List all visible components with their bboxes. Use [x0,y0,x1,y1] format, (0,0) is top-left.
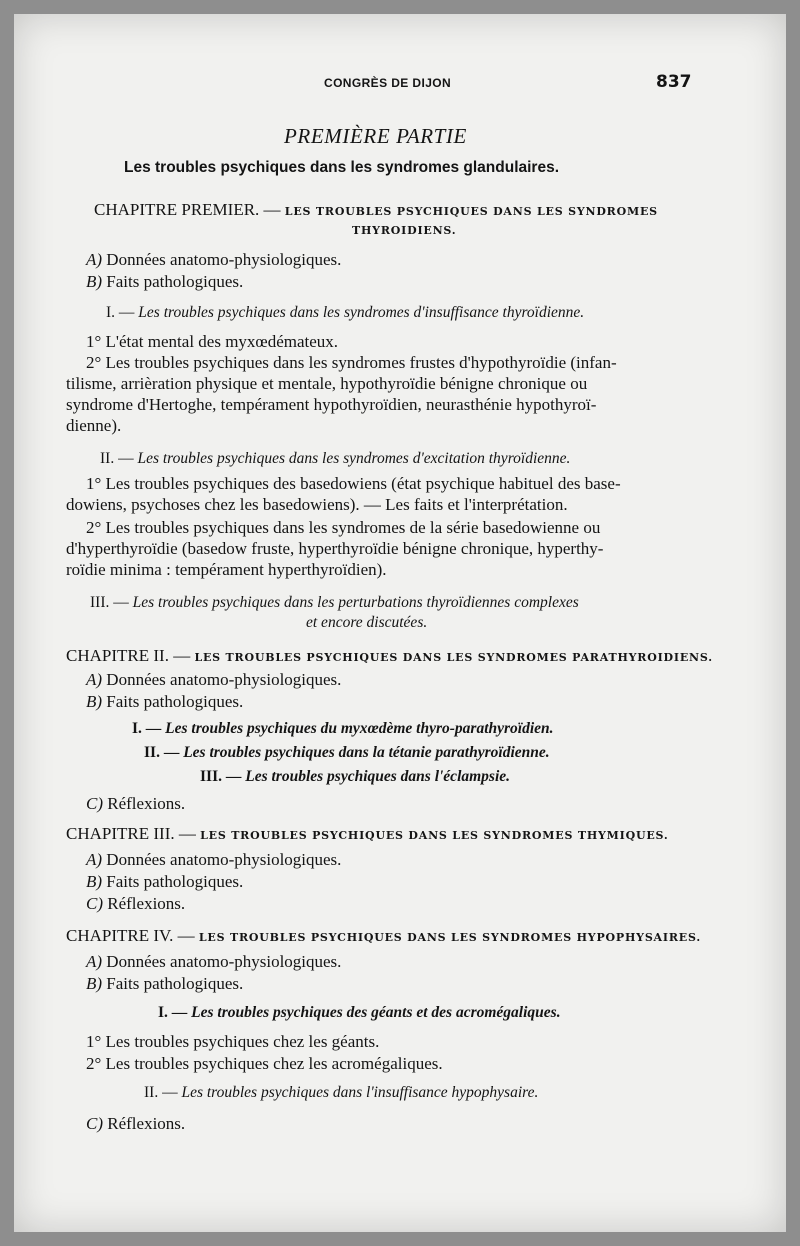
chapter-2-section-1 [132,720,554,738]
list-item: 2° Les troubles psychiques dans les syndromes de la série basedowienne ou [86,518,601,537]
chapter-3-item-b [86,872,243,892]
chapter-4-title: LES TROUBLES PSYCHIQUES DANS LES SYNDROMES HYPOPHYSAIRES. [198,931,701,944]
part-title: PREMIÈRE PARTIE [284,124,467,148]
item-b-text: Faits pathologiques. [106,974,244,993]
item-b-mark: B) [86,974,103,993]
chapter-2-item-b [86,692,243,712]
chapter-3-item-c [86,894,185,914]
section-number: II. — [100,450,134,467]
chapter-1-item-a [86,250,341,270]
chapter-1-section-3 [90,594,579,612]
item-c-mark: C) [86,1114,103,1133]
section-title: Les troubles psychiques dans les syndromes d'insuffisance thyroïdienne. [138,304,585,321]
list-item-cont: dowiens, psychoses chez les basedowiens). — Les faits et l'interprétation. [66,495,568,514]
list-item-cont: roïdie minima : tempérament hyperthyroïdien). [66,560,387,579]
chapter-2-heading [66,646,713,666]
item-c-text: Réflexions. [107,894,186,913]
chapter-1-label: CHAPITRE PREMIER. — [94,200,281,219]
section-title: Les troubles psychiques dans l'insuffisance hypophysaire. [181,1084,539,1101]
part-subtitle: Les troubles psychiques dans les syndromes glandulaires. [124,159,560,176]
chapter-2-label: CHAPITRE II. — [66,646,191,665]
section-number: III. — [90,594,129,611]
item-a-mark: A) [86,850,103,869]
section-number: I. — [106,304,135,321]
chapter-4-item-c [86,1114,185,1134]
list-item: 2° Les troubles psychiques chez les acromégaliques. [86,1054,443,1073]
chapter-2-section-2 [144,744,550,762]
item-c-text: Réflexions. [107,1114,186,1133]
chapter-1-title-cont: THYROIDIENS. [352,224,457,237]
chapter-3-title: LES TROUBLES PSYCHIQUES DANS LES SYNDROMES THYMIQUES. [200,829,669,842]
chapter-1-heading [94,200,658,220]
document-page [14,14,786,1232]
chapter-4-section-1 [158,1004,561,1022]
item-c-mark: C) [86,794,103,813]
chapter-4-label: CHAPITRE IV. — [66,926,195,945]
section-title-cont: et encore discutées. [306,614,428,631]
section-number: III. — [200,768,242,785]
item-a-mark: A) [86,952,103,971]
item-a-mark: A) [86,670,103,689]
section-title: Les troubles psychiques dans les perturbations thyroïdiennes complexes [132,594,579,611]
section-number: I. — [158,1004,188,1021]
list-item: 1° Les troubles psychiques des basedowiens (état psychique habituel des base- [86,474,621,493]
section-number: II. — [144,1084,178,1101]
item-a-mark: A) [86,250,103,269]
chapter-2-section-3 [200,768,510,786]
item-c-mark: C) [86,894,103,913]
page-number: 837 [656,72,692,92]
item-b-text: Faits pathologiques. [106,692,244,711]
chapter-1-item-b [86,272,243,292]
item-b-mark: B) [86,272,103,291]
item-a-text: Données anatomo-physiologiques. [106,850,342,869]
section-title: Les troubles psychiques dans la tétanie parathyroïdienne. [183,744,550,761]
chapter-1-section-1 [106,304,584,322]
section-title: Les troubles psychiques dans les syndromes d'excitation thyroïdienne. [137,450,571,467]
chapter-4-item-b [86,974,243,994]
list-item: 1° Les troubles psychiques chez les géants. [86,1032,380,1051]
list-item-cont: tilisme, arrièration physique et mentale, hypothyroïdie bénigne chronique ou [66,374,588,393]
item-b-text: Faits pathologiques. [106,272,244,291]
section-title: Les troubles psychiques du myxœdème thyro-parathyroïdien. [165,720,554,737]
chapter-1-title: LES TROUBLES PSYCHIQUES DANS LES SYNDROMES [284,205,658,218]
chapter-3-label: CHAPITRE III. — [66,824,196,843]
list-item: 1° L'état mental des myxœdémateux. [86,332,339,351]
list-item: 2° Les troubles psychiques dans les syndromes frustes d'hypothyroïdie (infan- [86,353,617,372]
chapter-3-heading [66,824,669,844]
list-item-cont: syndrome d'Hertoghe, tempérament hypothyroïdien, neurasthénie hypothyroï- [66,395,597,414]
list-item-cont: d'hyperthyroïdie (basedow fruste, hyperthyroïdie bénigne chronique, hyperthy- [66,539,604,558]
section-title: Les troubles psychiques dans l'éclampsie. [245,768,511,785]
chapter-2-item-a [86,670,341,690]
item-b-mark: B) [86,872,103,891]
chapter-2-item-c [86,794,185,814]
chapter-1-section-2 [100,450,570,468]
list-item-cont: dienne). [66,416,122,435]
section-number: II. — [144,744,180,761]
chapter-4-heading [66,926,701,946]
chapter-4-section-2 [144,1084,538,1102]
chapter-3-item-a [86,850,341,870]
section-title: Les troubles psychiques des géants et des acromégaliques. [191,1004,561,1021]
item-a-text: Données anatomo-physiologiques. [106,670,342,689]
chapter-2-title: LES TROUBLES PSYCHIQUES DANS LES SYNDROMES PARATHYROIDIENS. [194,651,713,664]
item-c-text: Réflexions. [107,794,186,813]
item-a-text: Données anatomo-physiologiques. [106,250,342,269]
item-a-text: Données anatomo-physiologiques. [106,952,342,971]
section-number: I. — [132,720,162,737]
chapter-4-item-a [86,952,341,972]
running-head: CONGRÈS DE DIJON [324,76,452,90]
item-b-text: Faits pathologiques. [106,872,244,891]
item-b-mark: B) [86,692,103,711]
